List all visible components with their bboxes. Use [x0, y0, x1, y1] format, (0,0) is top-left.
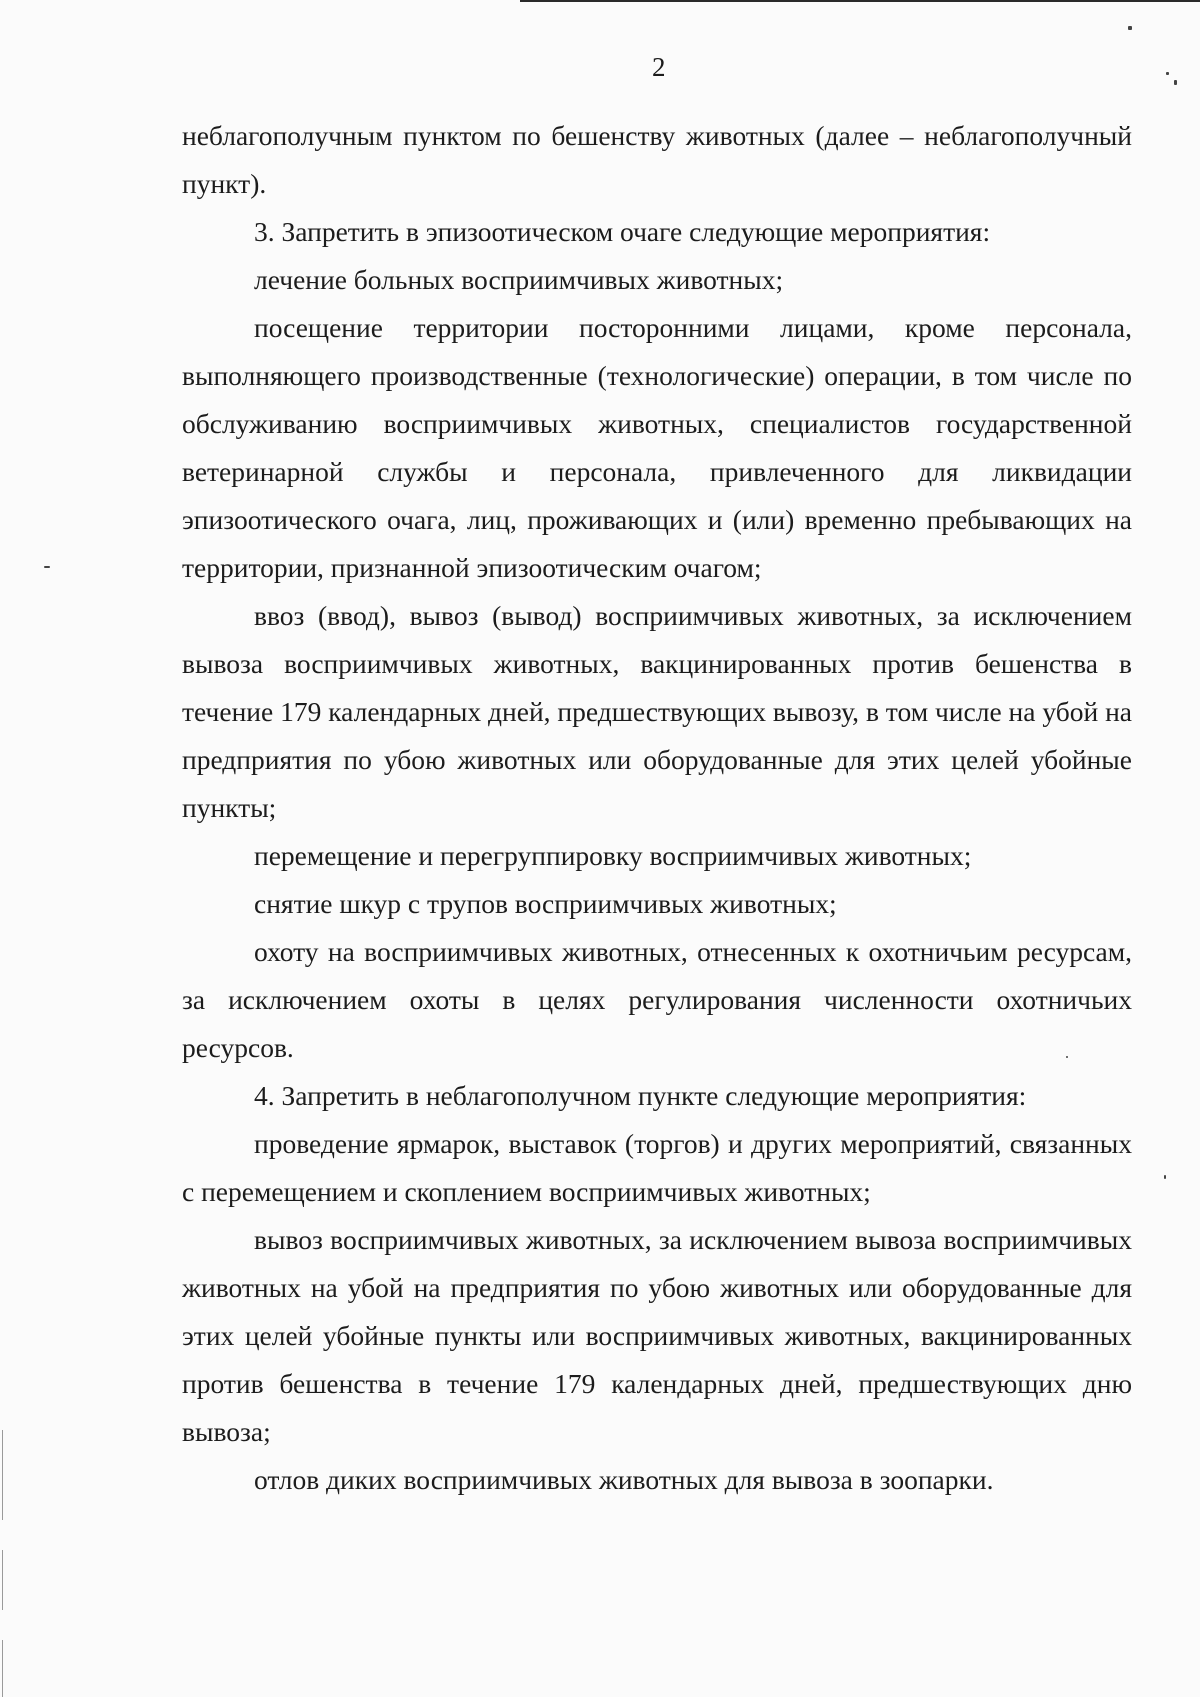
paragraph: охоту на восприимчивых животных, отнесенных к охотничьим ресурсам, за исключением охоты в целях регулирования численности охотничьих ресурсов.: [182, 936, 1132, 1063]
paragraph: ввоз (ввод), вывоз (вывод) восприимчивых животных, за исключением вывоза восприимчивых животных, вакцинированных против бешенства в течение 179 календарных дней, предшествующих вывозу, в том числе на убой на предприятия по убою животных или оборудованные для этих целей убойные пункты;: [182, 600, 1132, 823]
top-border-line: [520, 0, 1200, 2]
left-scan-edge: [2, 1640, 3, 1697]
page-number: 2: [652, 52, 666, 82]
paragraph: перемещение и перегруппировку восприимчивых животных;: [254, 840, 972, 871]
scan-speck: [44, 566, 50, 568]
scan-speck: [1164, 1175, 1166, 1179]
paragraph: проведение ярмарок, выставок (торгов) и других мероприятий, связанных с перемещением и скоплением восприимчивых животных;: [182, 1128, 1132, 1207]
scan-speck: [1128, 26, 1132, 30]
paragraph: неблагополучным пунктом по бешенству животных (далее – неблагополучный пункт).: [182, 120, 1132, 199]
paragraph: 3. Запретить в эпизоотическом очаге следующие мероприятия:: [254, 216, 991, 247]
left-scan-edge: [2, 1430, 3, 1520]
paragraph: 4. Запретить в неблагополучном пункте следующие мероприятия:: [254, 1080, 1027, 1111]
paragraph: снятие шкур с трупов восприимчивых животных;: [254, 888, 837, 919]
document-body: [182, 112, 1132, 1504]
paragraph: отлов диких восприимчивых животных для вывоза в зоопарки.: [254, 1464, 994, 1495]
scan-speck: [1174, 80, 1177, 85]
paragraph: лечение больных восприимчивых животных;: [254, 264, 784, 295]
scan-speck: [1166, 72, 1169, 75]
left-scan-edge: [2, 1550, 3, 1610]
paragraph: вывоз восприимчивых животных, за исключением вывоза восприимчивых животных на убой на предприятия по убою животных или оборудованные для этих целей убойные пункты или восприимчивых животных, вакцинированных против бешенства в течение 179 календарных дней, предшествующих дню вывоза;: [182, 1224, 1132, 1447]
paragraph: посещение территории посторонними лицами, кроме персонала, выполняющего производственные (технологические) операции, в том числе по обслуживанию восприимчивых животных, специалистов государственной ветеринарной службы и персонала, привлеченного для ликвидации эпизоотического очага, лиц, проживающих и (или) временно пребывающих на территории, признанной эпизоотическим очагом;: [182, 312, 1132, 583]
